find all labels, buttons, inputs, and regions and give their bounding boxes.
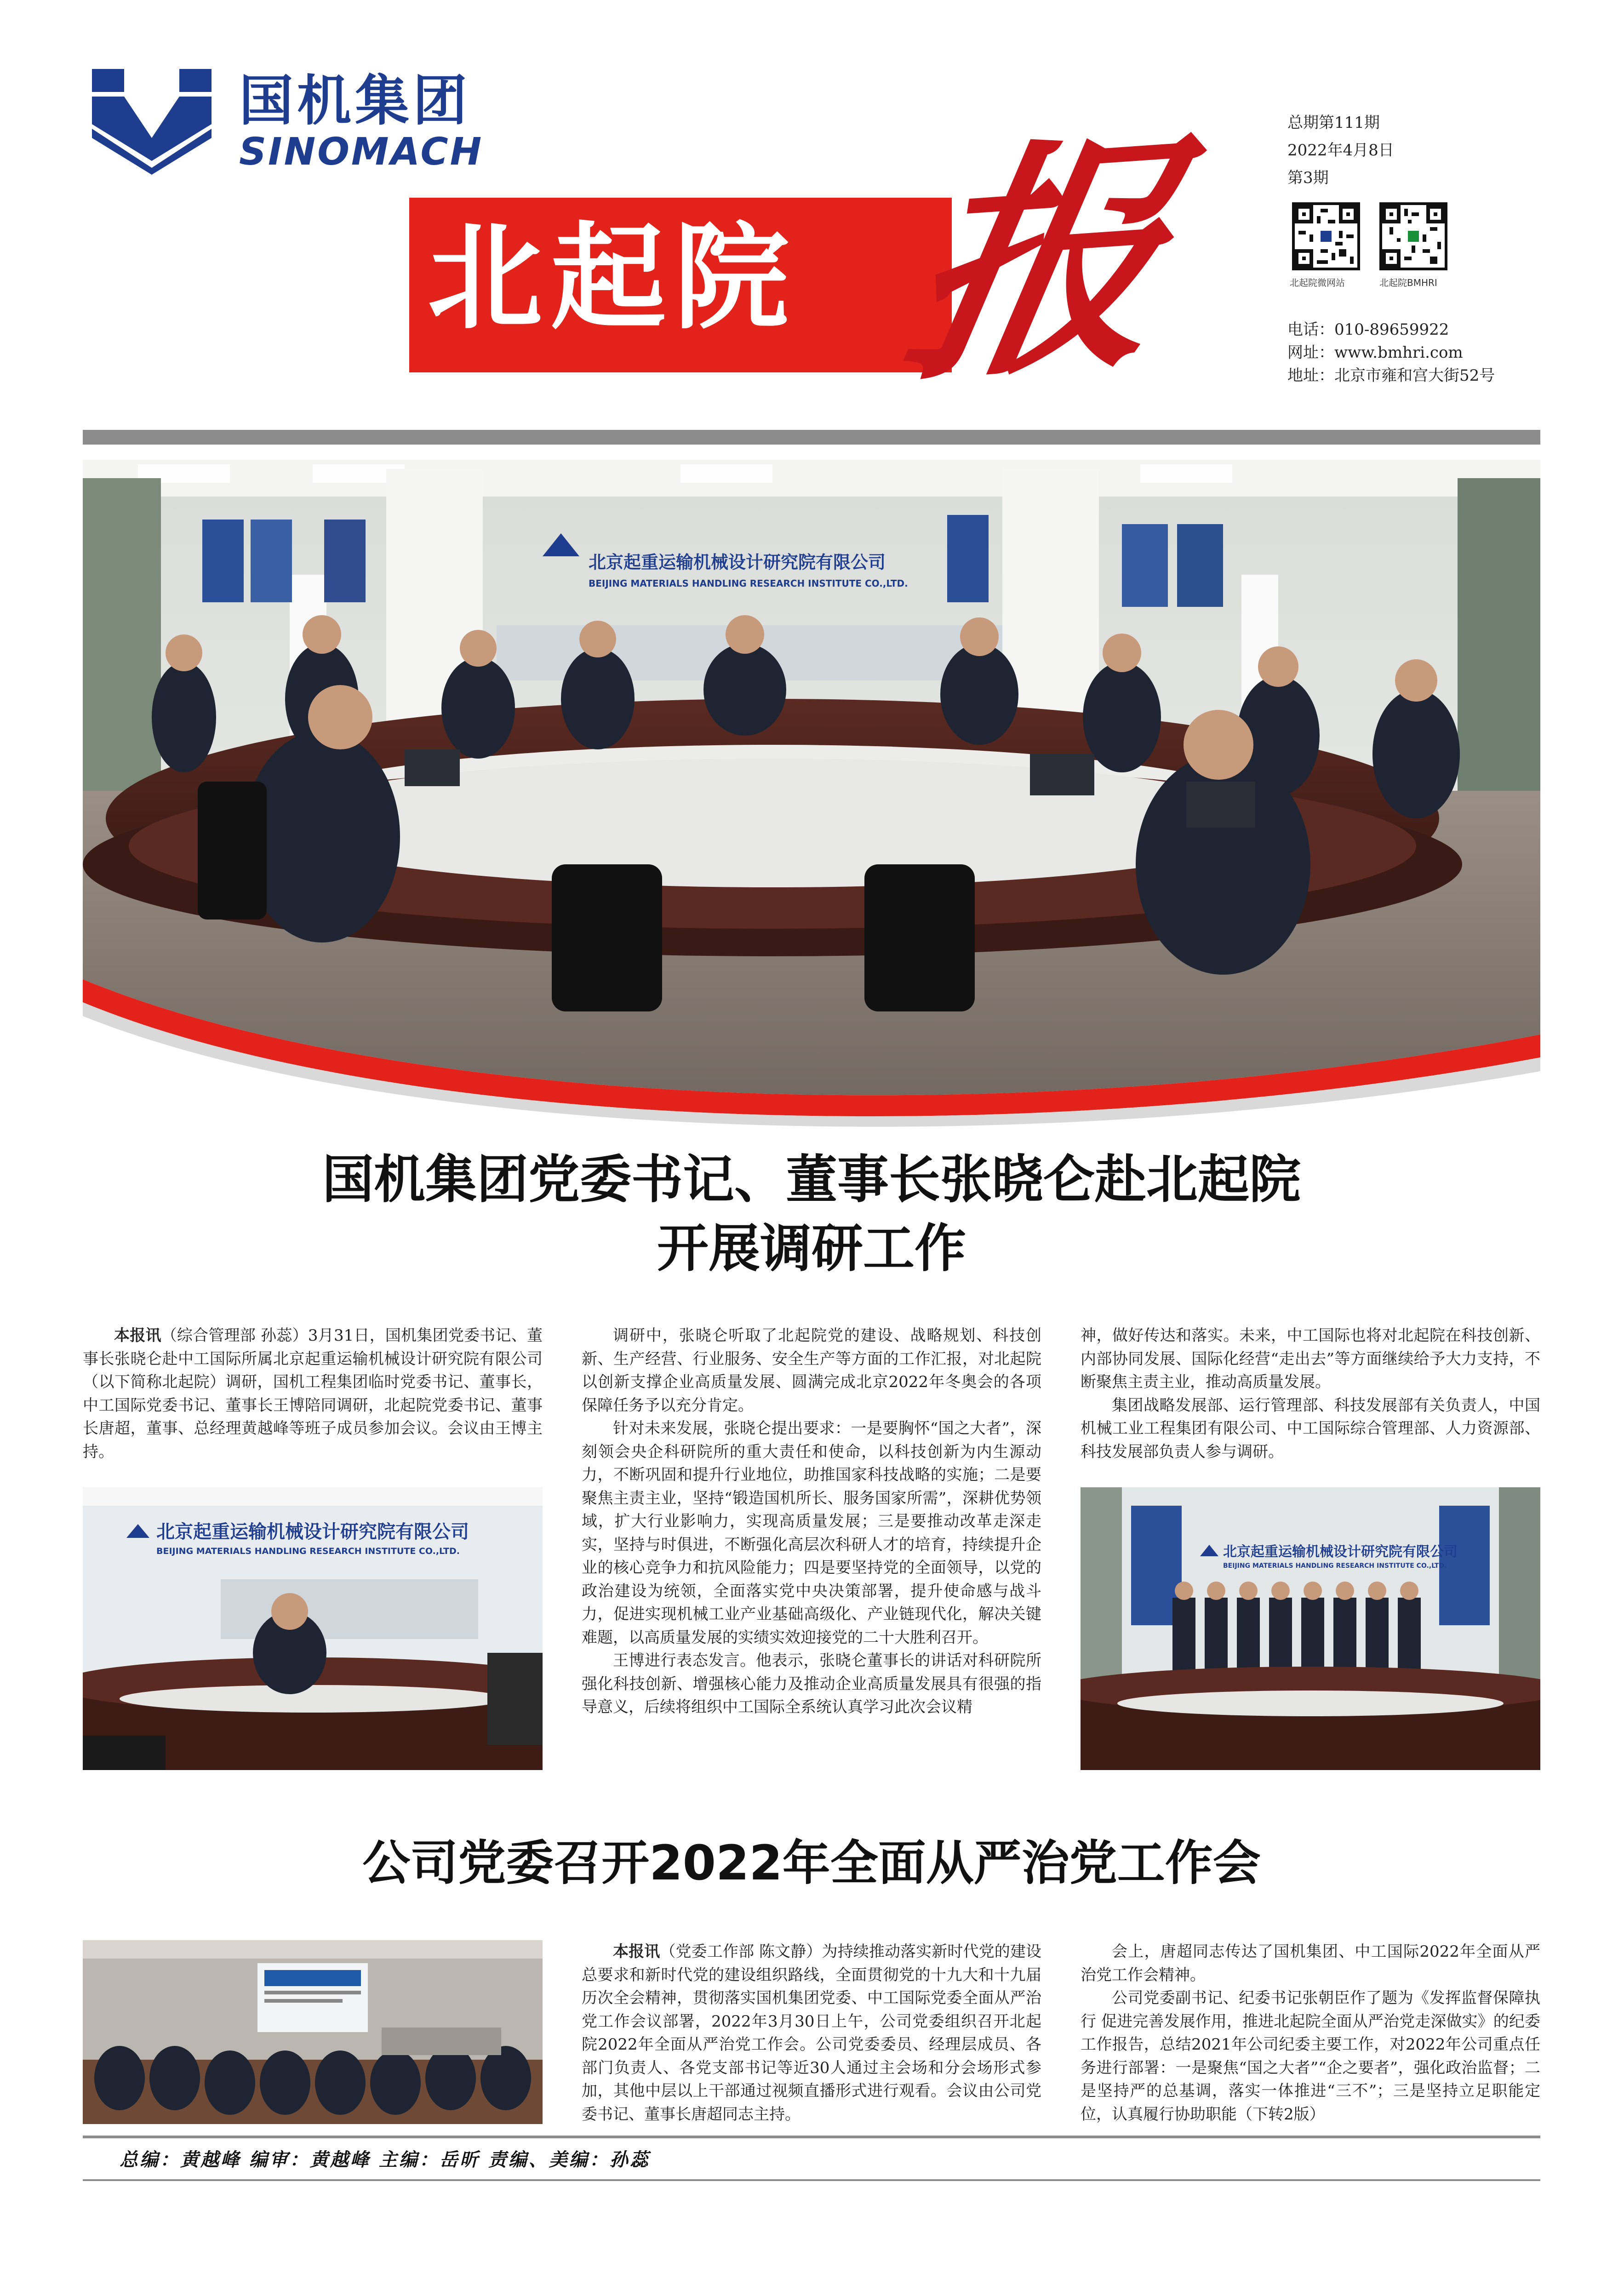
article1-col2-p3: 王博进行表态发言。他表示，张晓仑董事长的讲话对科研院所强化科技创新、增强核心能力及推动企业高质量发展具有很强的指导意义，后续将组织中工国际全系统认真学习此次会议精 [582,1651,1041,1716]
qr2-label: 北起院BMHRI [1379,277,1437,288]
paper-name: 北起院 [428,211,797,345]
article2-photo [83,1940,543,2124]
article2-source: （党委工作部 陈文静） [660,1942,822,1961]
article1-col3-p2: 集团战略发展部、运行管理部、科技发展部有关负责人，中国机械工业工程集团有限公司、中工国际综合管理部、人力资源部、科技发展部负责人参与调研。 [1081,1396,1540,1461]
issue-number: 第3期 [1287,169,1329,187]
contact-address: 地址：北京市雍和宫大街52号 [1287,366,1495,385]
article2-column2 [582,1940,1041,2126]
article2-col3-p1: 会上，唐超同志传达了国机集团、中工国际2022年全面从严治党工作会精神。 [1081,1942,1540,1984]
article1-column2 [582,1324,1041,1719]
article1-col2-p2: 针对未来发展，张晓仑提出要求：一是要胸怀“国之大者”，深刻领会央企科研院所的重大责任和使命，以科技创新为内生源动力，不断巩固和提升行业地位，助推国家科技战略的实施；二是要聚焦主责主业，坚持“锻造国机所长、服务国家所需”，深耕优势领域，扩大行业影响力，实现高质量发展；三是要推动改革走深走实，坚持与时俱进，不断强化高层次科研人才的培育，持续提升企业的核心竞争力和抗风险能力；四是要坚持党的全面领导，以党的政治建设为统领，全面落实党中央决策部署，提升使命感与战斗力，促进实现机械工业产业基础高级化、产业链现代化，解决关键难题，以高质量发展的实绩实效迎接党的二十大胜利召开。 [582,1419,1041,1647]
footer-rule-bottom [83,2179,1540,2181]
article2-column3 [1081,1940,1540,2126]
logo-english-name: SINOMACH [239,130,484,174]
paper-suffix-calligraphy: 报 [887,108,1191,417]
article1-lead: 本报讯 [114,1326,161,1345]
contact-phone: 电话：010-89659922 [1287,320,1449,339]
main-photo-wall-sign-cn: 北京起重运输机械设计研究院有限公司 [589,552,886,572]
issue-date: 2022年4月8日 [1287,141,1394,160]
article2-title: 公司党委召开2022年全面从严治党工作会 [362,1835,1261,1891]
photo1-sign-cn: 北京起重运输机械设计研究院有限公司 [156,1521,469,1542]
article2-col3-p2: 公司党委副书记、纪委书记张朝臣作了题为《发挥监督保障执行 促进完善发展作用，推进北起院全面从严治党走深做实》的纪委工作报告，总结2021年公司纪委主要工作，对2022年公司重点任务进行部署：一是聚焦“国之大者”“企之要者”，强化政治监督；二是坚持严的总基调，落实一体推进“三不”；三是坚持立足职能定位，认真履行协助职能（下转2版） [1081,1989,1540,2124]
logo-chinese-name: 国机集团 [239,69,471,132]
article1-col2-p1: 调研中，张晓仑听取了北起院党的建设、战略规划、科技创新、生产经营、行业服务、安全生产等方面的工作汇报，对北起院以创新支撑企业高质量发展、圆满完成北京2022年冬奥会的各项保障任务予以充分肯定。 [582,1326,1041,1415]
masthead-divider [83,430,1540,445]
qr-code-icon [1379,202,1447,270]
article2-col2-text: 为持续推动落实新时代党的建设总要求和新时代党的建设组织路线，全面贯彻党的十九大和十九届历次全会精神，贯彻落实国机集团党委、中工国际党委全面从严治党工作会议部署，2022年3月30日上午，公司党委组织召开北起院2022年全面从严治党工作会。公司党委委员、经理层成员、各部门负责人、各党支部书记等近30人通过主会场和分会场形式参加，其他中层以上干部通过视频直播形式进行观看。会议由公司党委书记、董事长唐超同志主持。 [582,1942,1042,2124]
editorial-staff: 总编：黄越峰 编审：黄越峰 主编：岳昕 责编、美编：孙蕊 [120,2149,650,2170]
article1-column1 [83,1324,543,1463]
article1-photo-left [83,1487,543,1770]
article2-lead: 本报讯 [613,1942,660,1961]
article1-col1-text: 3月31日，国机集团党委书记、董事长张晓仑赴中工国际所属北京起重运输机械设计研究院有限公司（以下简称北起院）调研，国机工程集团临时党委书记、董事长，中工国际党委书记、董事长王博陪同调研，北起院党委书记、董事长唐超，董事、总经理黄越峰等班子成员参加会议。会议由王博主持。 [83,1326,543,1461]
article1-title-line2: 开展调研工作 [657,1219,966,1279]
article1-column3 [1081,1324,1540,1463]
contact-website: 网址：www.bmhri.com [1287,343,1463,362]
article1-source: （综合管理部 孙蕊） [161,1326,308,1345]
main-photo-wall-sign-en: BEIJING MATERIALS HANDLING RESEARCH INSTITUTE CO.,LTD. [589,578,908,589]
qr1-label: 北起院微网站 [1290,277,1345,288]
article1-col3-p1: 神，做好传达和落实。未来，中工国际也将对北起院在科技创新、内部协同发展、国际化经营“走出去”等方面继续给予大力支持，不断聚焦主责主业，推动高质量发展。 [1081,1326,1540,1391]
footer-rule-top [83,2136,1540,2138]
photo2-sign-en: BEIJING MATERIALS HANDLING RESEARCH INSTITUTE CO.,LTD. [1223,1562,1447,1570]
issue-total: 总期第111期 [1287,114,1380,132]
sinomach-logo-icon [83,69,221,175]
article1-title-line1: 国机集团党委书记、董事长张晓仑赴北起院 [322,1150,1301,1210]
photo2-sign-cn: 北京起重运输机械设计研究院有限公司 [1223,1544,1458,1560]
photo1-sign-en: BEIJING MATERIALS HANDLING RESEARCH INSTITUTE CO.,LTD. [156,1546,460,1556]
main-meeting-photo [83,460,1540,1131]
qr-code-icon [1292,202,1360,270]
article1-photo-right [1081,1487,1540,1770]
